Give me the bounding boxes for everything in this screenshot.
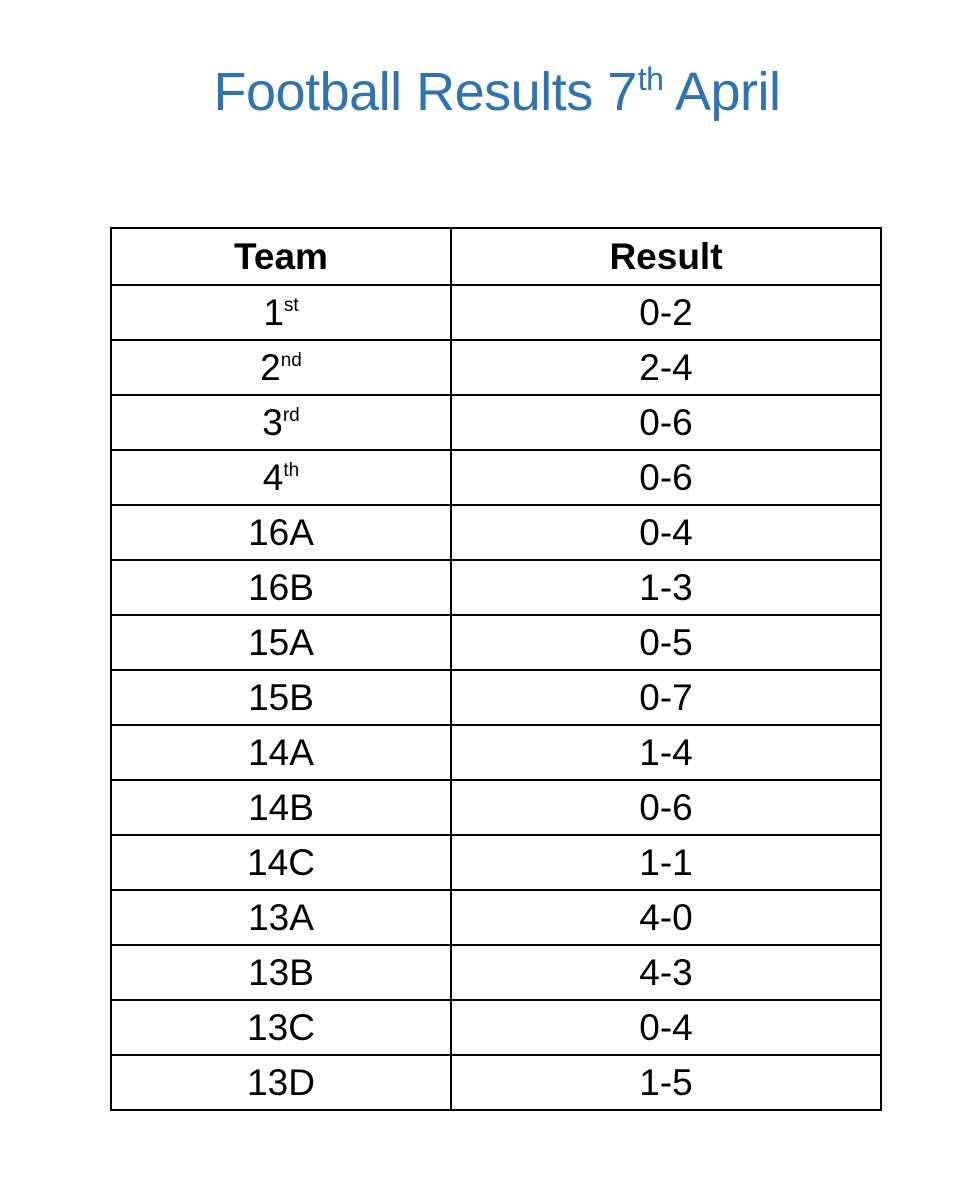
table-row [111, 615, 881, 670]
result-cell: 4-0 [451, 890, 881, 945]
result-cell: 0-4 [451, 1000, 881, 1055]
table-row [111, 945, 881, 1000]
team-cell [111, 285, 451, 340]
team-cell [111, 505, 451, 560]
result-cell: 0-2 [451, 285, 881, 340]
team-column-header: Team [111, 228, 451, 285]
table-row [111, 890, 881, 945]
table-row [111, 1000, 881, 1055]
team-cell [111, 340, 451, 395]
table-row [111, 670, 881, 725]
team-cell [111, 450, 451, 505]
result-cell: 1-3 [451, 560, 881, 615]
result-cell: 1-5 [451, 1055, 881, 1110]
page-title [0, 52, 962, 132]
result-cell: 1-1 [451, 835, 881, 890]
team-cell [111, 1055, 451, 1110]
team-name: 14B [248, 787, 314, 828]
team-name: 13D [247, 1062, 315, 1103]
result-cell: 1-4 [451, 725, 881, 780]
team-cell [111, 670, 451, 725]
result-cell: 0-5 [451, 615, 881, 670]
team-name: 14A [248, 732, 314, 773]
table-row [111, 340, 881, 395]
title-suffix: April [663, 62, 781, 122]
team-name: 2 [260, 347, 281, 388]
result-cell: 0-4 [451, 505, 881, 560]
team-ordinal-suffix: nd [280, 350, 302, 371]
team-name: 13B [248, 952, 314, 993]
title-main: Football Results 7 [213, 62, 637, 122]
result-cell: 4-3 [451, 945, 881, 1000]
result-cell: 0-6 [451, 780, 881, 835]
team-cell [111, 890, 451, 945]
table-row [111, 780, 881, 835]
team-cell [111, 395, 451, 450]
team-ordinal-suffix: rd [282, 405, 300, 426]
result-cell: 2-4 [451, 340, 881, 395]
team-name: 3 [262, 402, 283, 443]
team-name: 15A [248, 622, 314, 663]
result-column-header: Result [451, 228, 881, 285]
result-cell: 0-6 [451, 450, 881, 505]
results-table [110, 227, 882, 1111]
team-name: 13A [248, 897, 314, 938]
team-name: 16B [248, 567, 314, 608]
table-row [111, 285, 881, 340]
result-cell: 0-7 [451, 670, 881, 725]
team-name: 1 [263, 292, 284, 333]
table-row [111, 725, 881, 780]
team-name: 15B [248, 677, 314, 718]
team-cell [111, 780, 451, 835]
team-cell [111, 1000, 451, 1055]
team-name: 4 [262, 457, 284, 498]
title-superscript: th [637, 61, 664, 97]
table-row [111, 450, 881, 505]
team-cell [111, 835, 451, 890]
results-body [111, 285, 881, 1110]
table-row [111, 1055, 881, 1110]
team-ordinal-suffix: st [283, 295, 299, 316]
team-name: 13C [247, 1007, 315, 1048]
team-cell [111, 945, 451, 1000]
header-row [111, 228, 881, 285]
team-cell [111, 615, 451, 670]
team-name: 16A [248, 512, 314, 553]
team-cell [111, 560, 451, 615]
table-row [111, 560, 881, 615]
team-ordinal-suffix: th [283, 460, 300, 481]
table-row [111, 505, 881, 560]
table-row [111, 835, 881, 890]
table-row [111, 395, 881, 450]
team-cell [111, 725, 451, 780]
result-cell: 0-6 [451, 395, 881, 450]
team-name: 14C [247, 842, 315, 883]
